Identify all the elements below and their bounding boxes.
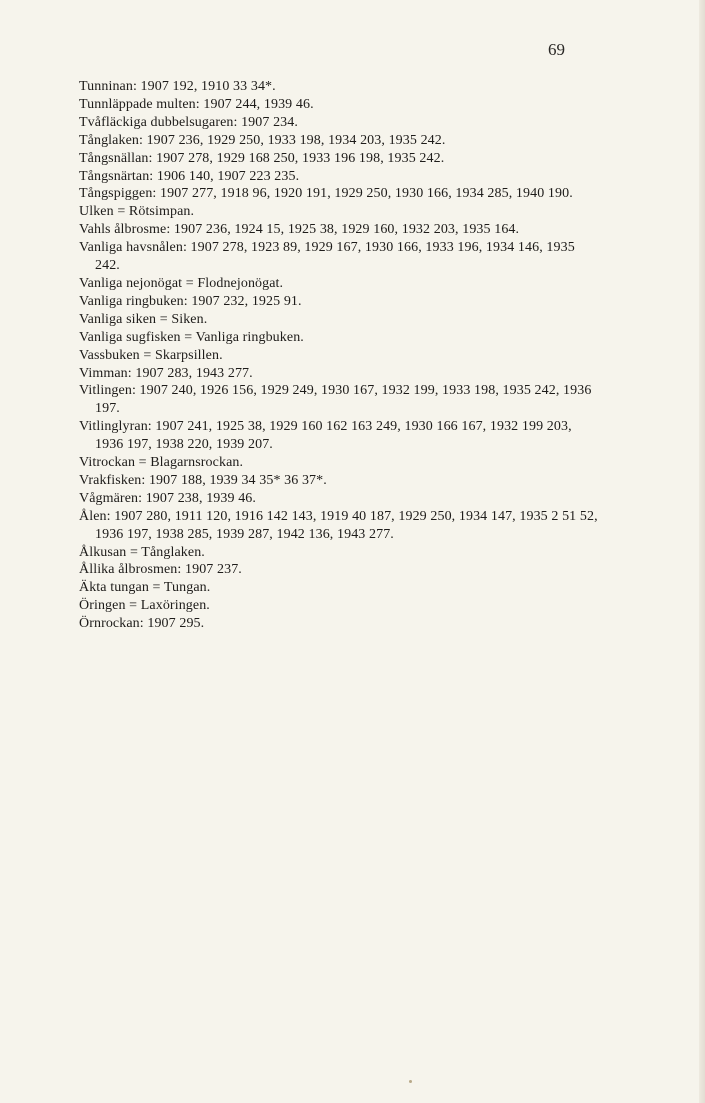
index-entry: Tångsnällan: 1907 278, 1929 168 250, 1933 196 198, 1935 242. (79, 150, 445, 166)
index-entry: Vågmären: 1907 238, 1939 46. (79, 490, 256, 506)
index-entry: Vimman: 1907 283, 1943 277. (79, 365, 253, 381)
page-edge (699, 0, 705, 1103)
index-entry: Vahls ålbrosme: 1907 236, 1924 15, 1925 38, 1929 160, 1932 203, 1935 164. (79, 222, 520, 238)
index-entry: Tånglaken: 1907 236, 1929 250, 1933 198, 1934 203, 1935 242. (79, 132, 446, 148)
species-index (79, 78, 599, 633)
index-entry: Vanliga nejonögat = Flodnejonögat. (79, 275, 284, 291)
page-number: 69 (548, 40, 565, 59)
index-entry: Vitlingen: 1907 240, 1926 156, 1929 249, 1930 167, 1932 199, 1933 198, 1935 242, 1936 197. (79, 383, 592, 417)
index-entry: Ållika ålbrosmen: 1907 237. (79, 562, 242, 578)
index-entry: Tångsnärtan: 1906 140, 1907 223 235. (79, 168, 300, 184)
index-entry: Ålkusan = Tånglaken. (79, 544, 205, 560)
paper-speck (409, 1080, 412, 1083)
index-entry: Örnrockan: 1907 295. (79, 616, 205, 632)
index-entry: Vanliga siken = Siken. (79, 311, 208, 327)
index-entry: Vassbuken = Skarpsillen. (79, 347, 223, 363)
index-entry: Vrakfisken: 1907 188, 1939 34 35* 36 37*. (79, 472, 327, 488)
index-entry: Vanliga ringbuken: 1907 232, 1925 91. (79, 293, 302, 309)
index-entry: Ålen: 1907 280, 1911 120, 1916 142 143, 1919 40 187, 1929 250, 1934 147, 1935 2 51 52, 1936 197, 1938 285, 1939 287, 1942 136, 1943 277. (79, 508, 598, 542)
index-entry: Tångspiggen: 1907 277, 1918 96, 1920 191, 1929 250, 1930 166, 1934 285, 1940 190. (79, 186, 573, 202)
index-entry: Vitlinglyran: 1907 241, 1925 38, 1929 160 162 163 249, 1930 166 167, 1932 199 203, 1936 197, 1938 220, 1939 207. (79, 419, 572, 453)
index-entry: Tunninan: 1907 192, 1910 33 34*. (79, 79, 276, 94)
index-entry: Tunnläppade multen: 1907 244, 1939 46. (79, 96, 314, 112)
index-entry: Ulken = Rötsimpan. (79, 204, 195, 220)
index-entry: Vanliga havsnålen: 1907 278, 1923 89, 1929 167, 1930 166, 1933 196, 1934 146, 1935 242. (79, 240, 575, 274)
index-entry: Vitrockan = Blagarnsrockan. (79, 455, 244, 471)
index-entry: Tvåfläckiga dubbelsugaren: 1907 234. (79, 114, 298, 130)
index-entry: Öringen = Laxöringen. (79, 598, 210, 614)
index-entry: Äkta tungan = Tungan. (79, 580, 211, 596)
index-entry: Vanliga sugfisken = Vanliga ringbuken. (79, 329, 304, 345)
